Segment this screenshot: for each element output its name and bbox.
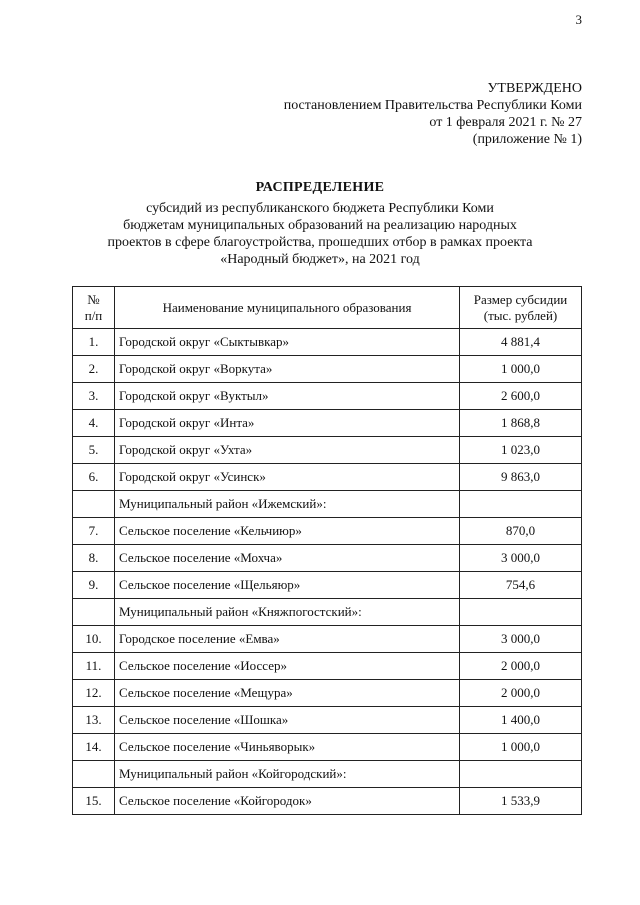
- table-row: [73, 383, 582, 410]
- row-name: Муниципальный район «Княжпогостский»:: [115, 599, 460, 626]
- row-name: Сельское поселение «Койгородок»: [115, 788, 460, 815]
- row-name: Сельское поселение «Щельяюр»: [115, 572, 460, 599]
- row-name: Городской округ «Вуктыл»: [115, 383, 460, 410]
- table-row: [73, 356, 582, 383]
- row-amount: 1 868,8: [460, 410, 582, 437]
- table-row: [73, 626, 582, 653]
- document-title: [0, 180, 640, 268]
- title-line: бюджетам муниципальных образований на реализацию народных: [123, 218, 517, 233]
- table-row: [73, 653, 582, 680]
- table-row: [73, 761, 582, 788]
- row-number: 12.: [73, 680, 115, 707]
- row-number: 13.: [73, 707, 115, 734]
- row-number: [73, 491, 115, 518]
- row-number: 11.: [73, 653, 115, 680]
- row-number: 7.: [73, 518, 115, 545]
- title-line: субсидий из республиканского бюджета Республики Коми: [146, 201, 494, 216]
- table-row: [73, 518, 582, 545]
- title-line: «Народный бюджет», на 2021 год: [220, 252, 420, 267]
- row-amount: 1 000,0: [460, 356, 582, 383]
- row-number: 2.: [73, 356, 115, 383]
- title-heading: РАСПРЕДЕЛЕНИЕ: [255, 180, 385, 195]
- row-amount: 1 000,0: [460, 734, 582, 761]
- row-name: Городской округ «Усинск»: [115, 464, 460, 491]
- table-row: [73, 491, 582, 518]
- approval-block: [284, 80, 582, 148]
- row-name: Городской округ «Ухта»: [115, 437, 460, 464]
- row-number: 1.: [73, 329, 115, 356]
- row-number: 4.: [73, 410, 115, 437]
- row-number: 3.: [73, 383, 115, 410]
- header-amount: Размер субсидии (тыс. рублей): [460, 287, 582, 329]
- table-row: [73, 464, 582, 491]
- approval-line: постановлением Правительства Республики Коми: [283, 98, 582, 113]
- row-number: 14.: [73, 734, 115, 761]
- row-amount: [460, 761, 582, 788]
- row-name: Сельское поселение «Мещура»: [115, 680, 460, 707]
- row-amount: 4 881,4: [460, 329, 582, 356]
- row-name: Городское поселение «Емва»: [115, 626, 460, 653]
- row-name: Муниципальный район «Койгородский»:: [115, 761, 460, 788]
- table-body: [73, 329, 582, 815]
- row-amount: 2 600,0: [460, 383, 582, 410]
- table-row: [73, 788, 582, 815]
- row-name: Муниципальный район «Ижемский»:: [115, 491, 460, 518]
- table-row: [73, 599, 582, 626]
- row-amount: 1 400,0: [460, 707, 582, 734]
- row-amount: [460, 491, 582, 518]
- table-row: [73, 437, 582, 464]
- row-number: 9.: [73, 572, 115, 599]
- row-name: Сельское поселение «Шошка»: [115, 707, 460, 734]
- table-row: [73, 572, 582, 599]
- row-name: Городской округ «Воркута»: [115, 356, 460, 383]
- approval-line: УТВЕРЖДЕНО: [487, 81, 582, 96]
- table-row: [73, 734, 582, 761]
- row-number: 15.: [73, 788, 115, 815]
- row-number: 5.: [73, 437, 115, 464]
- row-number: [73, 761, 115, 788]
- page-number: 3: [575, 12, 582, 27]
- header-number: № п/п: [73, 287, 115, 329]
- row-amount: 3 000,0: [460, 545, 582, 572]
- row-amount: 870,0: [460, 518, 582, 545]
- title-line: проектов в сфере благоустройства, прошедших отбор в рамках проекта: [107, 235, 533, 250]
- row-amount: 3 000,0: [460, 626, 582, 653]
- approval-line: от 1 февраля 2021 г. № 27: [429, 115, 582, 130]
- row-amount: 1 533,9: [460, 788, 582, 815]
- approval-line: (приложение № 1): [472, 132, 582, 147]
- row-number: 6.: [73, 464, 115, 491]
- row-number: 10.: [73, 626, 115, 653]
- row-amount: 1 023,0: [460, 437, 582, 464]
- row-name: Городской округ «Инта»: [115, 410, 460, 437]
- row-number: [73, 599, 115, 626]
- row-name: Сельское поселение «Чиньяворык»: [115, 734, 460, 761]
- row-name: Сельское поселение «Кельчиюр»: [115, 518, 460, 545]
- row-amount: 2 000,0: [460, 653, 582, 680]
- header-name: Наименование муниципального образования: [115, 287, 460, 329]
- row-name: Сельское поселение «Иоссер»: [115, 653, 460, 680]
- table-header-row: [73, 287, 582, 329]
- row-number: 8.: [73, 545, 115, 572]
- row-name: Сельское поселение «Мохча»: [115, 545, 460, 572]
- table-row: [73, 410, 582, 437]
- table-row: [73, 545, 582, 572]
- row-amount: 754,6: [460, 572, 582, 599]
- table-row: [73, 707, 582, 734]
- row-amount: [460, 599, 582, 626]
- table-row: [73, 680, 582, 707]
- row-amount: 9 863,0: [460, 464, 582, 491]
- distribution-table: [72, 286, 582, 815]
- row-amount: 2 000,0: [460, 680, 582, 707]
- row-name: Городской округ «Сыктывкар»: [115, 329, 460, 356]
- table-row: [73, 329, 582, 356]
